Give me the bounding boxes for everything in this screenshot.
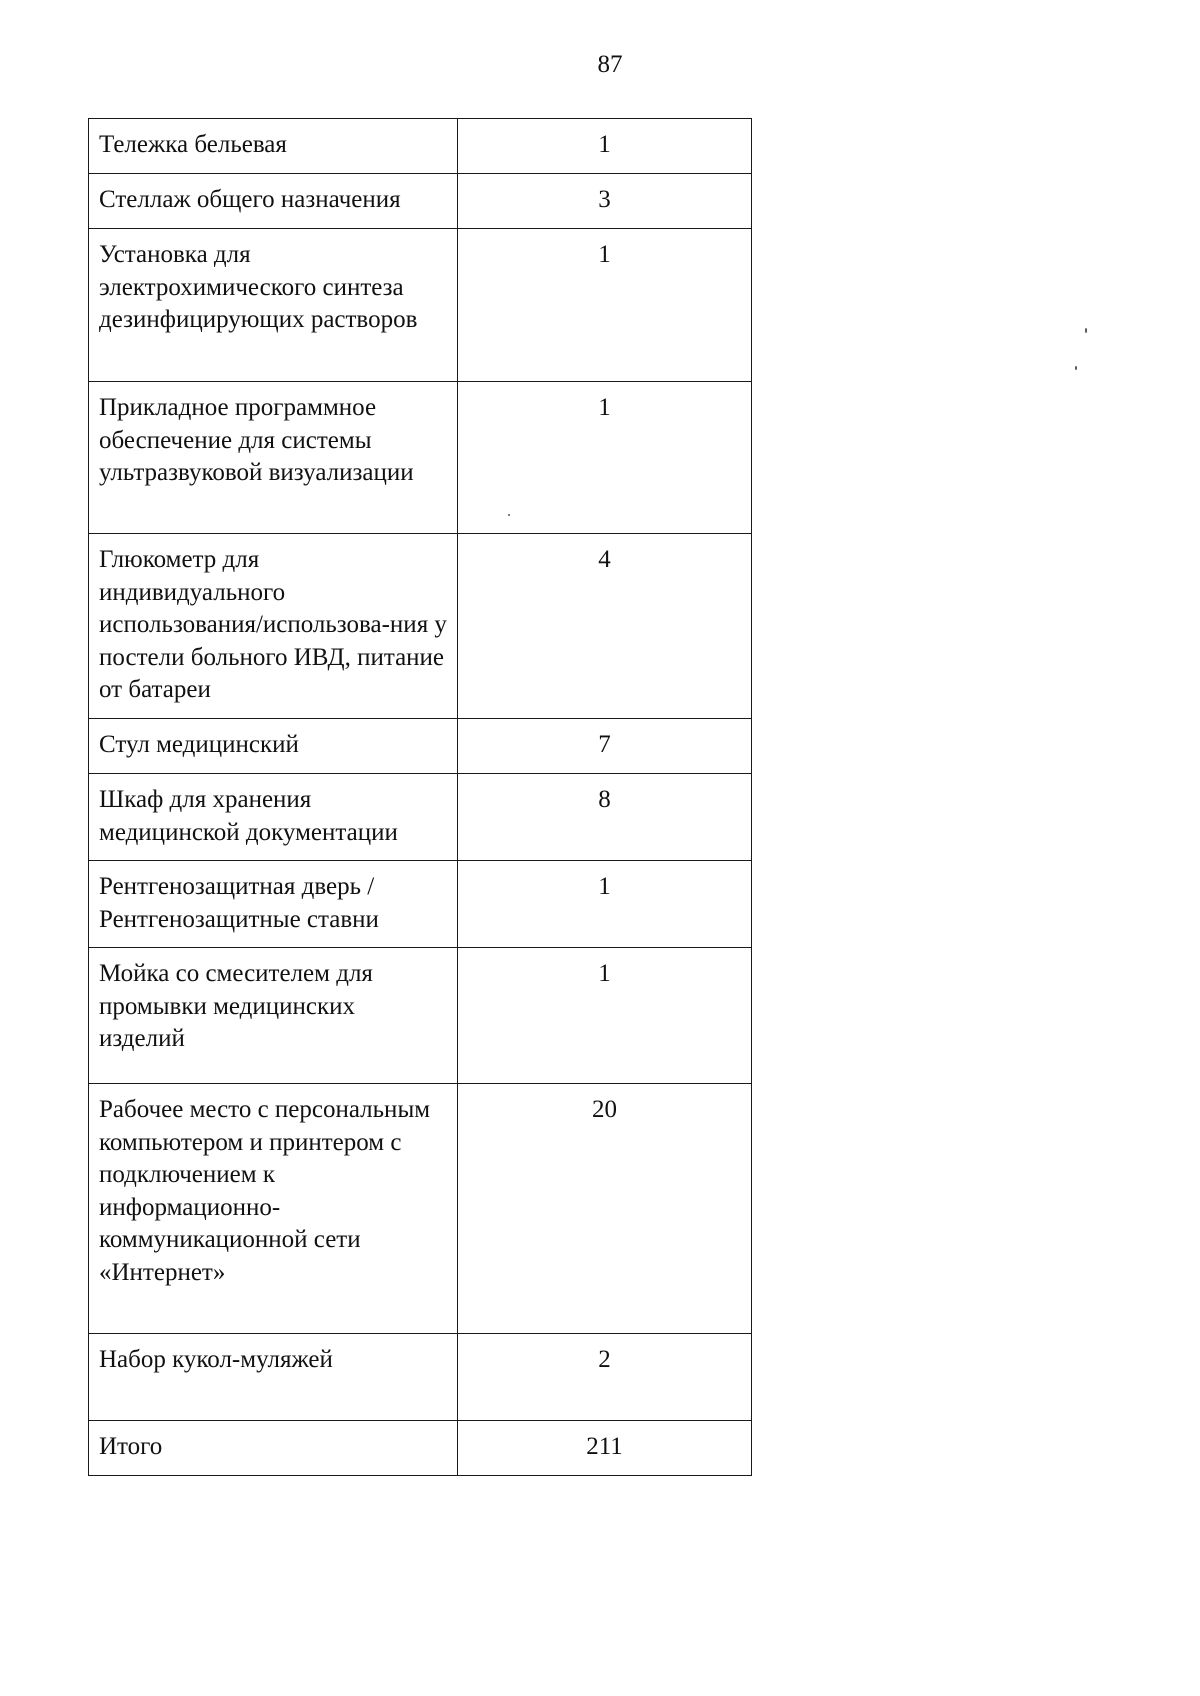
- item-quantity: 2: [458, 1334, 752, 1421]
- item-name: Мойка со смесителем для промывки медицинских изделий: [89, 948, 458, 1084]
- item-name: Рабочее место с персональным компьютером и принтером с подключением к информационно-коммуникационной сети «Интернет»: [89, 1084, 458, 1334]
- scan-speck: [1085, 328, 1087, 333]
- table-row: [89, 1334, 752, 1421]
- item-name: Стул медицинский: [89, 719, 458, 774]
- table-row: [89, 719, 752, 774]
- table-row: [89, 229, 752, 382]
- page-number: 87: [597, 51, 623, 78]
- item-quantity: 1: [458, 229, 752, 382]
- item-name: Рентгенозащитная дверь / Рентгенозащитные ставни: [89, 861, 458, 948]
- table-row: [89, 948, 752, 1084]
- scan-speck: [508, 514, 510, 516]
- item-quantity: 1: [458, 382, 752, 534]
- item-name: Набор кукол-муляжей: [89, 1334, 458, 1421]
- item-quantity: 8: [458, 774, 752, 861]
- item-name: Глюкометр для индивидуального использования/использова-ния у постели больного ИВД, питание от батареи: [89, 534, 458, 719]
- item-quantity: 3: [458, 174, 752, 229]
- table-row: [89, 861, 752, 948]
- item-name: Стеллаж общего назначения: [89, 174, 458, 229]
- item-quantity: 20: [458, 1084, 752, 1334]
- table-row: [89, 534, 752, 719]
- item-name: Установка для электрохимического синтеза дезинфицирующих растворов: [89, 229, 458, 382]
- table-row: [89, 382, 752, 534]
- item-quantity: 4: [458, 534, 752, 719]
- equipment-table: [88, 118, 752, 1476]
- item-name: Прикладное программное обеспечение для системы ультразвуковой визуализации: [89, 382, 458, 534]
- item-name: Итого: [89, 1421, 458, 1476]
- table-row: [89, 119, 752, 174]
- item-quantity: 211: [458, 1421, 752, 1476]
- table-row: [89, 174, 752, 229]
- item-name: Шкаф для хранения медицинской документации: [89, 774, 458, 861]
- item-quantity: 1: [458, 861, 752, 948]
- item-name: Тележка бельевая: [89, 119, 458, 174]
- item-quantity: 1: [458, 119, 752, 174]
- table-row: [89, 1084, 752, 1334]
- table-row: [89, 774, 752, 861]
- item-quantity: 1: [458, 948, 752, 1084]
- scan-speck: [1075, 366, 1077, 370]
- table-row: [89, 1421, 752, 1476]
- item-quantity: 7: [458, 719, 752, 774]
